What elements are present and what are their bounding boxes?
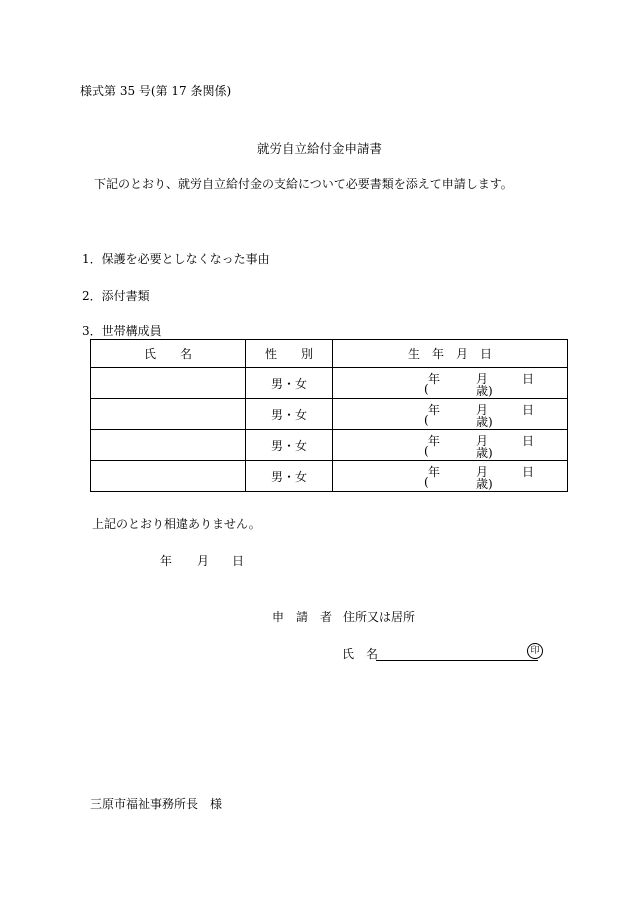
page-title: 就労自立給付金申請書	[257, 141, 383, 156]
seal-mark: 印	[527, 643, 543, 659]
name-cell[interactable]	[91, 461, 246, 492]
date-year-label: 年	[160, 554, 173, 568]
name-cell[interactable]	[91, 430, 246, 461]
table-row	[91, 430, 568, 461]
dob-month-label: 月	[476, 372, 489, 386]
table-row	[91, 368, 568, 399]
age-label: 歳)	[476, 384, 493, 398]
sex-cell[interactable]	[246, 430, 333, 461]
sex-cell[interactable]	[246, 399, 333, 430]
age-label: 歳)	[476, 477, 493, 491]
name-cell[interactable]	[91, 399, 246, 430]
dob-month-label: 月	[476, 403, 489, 417]
dob-cell[interactable]	[333, 399, 568, 430]
table-header-row	[91, 340, 568, 368]
dob-year-label: 年	[428, 434, 441, 448]
date-month-label: 月	[197, 554, 210, 568]
item-3-text: 世帯構成員	[101, 324, 162, 338]
age-label: 歳)	[476, 415, 493, 429]
sex-male[interactable]: 男	[270, 438, 283, 453]
dob-cell[interactable]	[333, 461, 568, 492]
applicant-label: 申 請 者	[272, 610, 333, 624]
age-label: 歳)	[476, 446, 493, 460]
sex-female[interactable]: 女	[295, 407, 308, 422]
sex-separator: ・	[282, 438, 295, 453]
item-1-text: 保護を必要としなくなった事由	[101, 252, 270, 266]
sex-cell[interactable]	[246, 461, 333, 492]
sex-male[interactable]: 男	[270, 376, 283, 391]
dob-year-label: 年	[428, 403, 441, 417]
dob-month-label: 月	[476, 434, 489, 448]
item-2-text: 添付書類	[101, 289, 150, 303]
item-3-number: 3．	[82, 324, 102, 338]
form-number: 様式第 35 号(第 17 条関係)	[80, 84, 232, 98]
addressee: 三原市福祉事務所長 様	[90, 797, 223, 811]
item-1	[82, 250, 270, 267]
sex-male[interactable]: 男	[270, 469, 283, 484]
age-paren: (	[424, 382, 429, 396]
sex-female[interactable]: 女	[295, 376, 308, 391]
sex-female[interactable]: 女	[295, 469, 308, 484]
date-day-label: 日	[232, 554, 245, 568]
item-3	[82, 322, 162, 339]
age-paren: (	[424, 475, 429, 489]
sex-cell[interactable]	[246, 368, 333, 399]
table-row	[91, 399, 568, 430]
table-row	[91, 461, 568, 492]
intro-text: 下記のとおり、就労自立給付金の支給について必要書類を添えて申請します。	[94, 177, 513, 191]
dob-day-label: 日	[522, 465, 535, 479]
age-paren: (	[424, 444, 429, 458]
header-name: 氏 名	[91, 340, 246, 368]
declaration: 上記のとおり相違ありません。	[92, 517, 261, 531]
household-members-table	[90, 339, 568, 492]
dob-day-label: 日	[522, 403, 535, 417]
header-dob: 生 年 月 日	[333, 340, 568, 368]
sex-separator: ・	[282, 407, 295, 422]
address-label: 住所又は居所	[343, 610, 416, 624]
name-label: 氏 名	[342, 647, 379, 661]
dob-month-label: 月	[476, 465, 489, 479]
age-paren: (	[424, 413, 429, 427]
dob-year-label: 年	[428, 465, 441, 479]
item-1-number: 1．	[82, 252, 102, 266]
dob-day-label: 日	[522, 434, 535, 448]
item-2-number: 2．	[82, 289, 102, 303]
dob-cell[interactable]	[333, 430, 568, 461]
sex-female[interactable]: 女	[295, 438, 308, 453]
header-sex: 性 別	[246, 340, 333, 368]
item-2	[82, 287, 150, 304]
name-cell[interactable]	[91, 368, 246, 399]
name-signature-line[interactable]	[376, 660, 538, 661]
dob-cell[interactable]	[333, 368, 568, 399]
dob-day-label: 日	[522, 372, 535, 386]
sex-male[interactable]: 男	[270, 407, 283, 422]
sex-separator: ・	[282, 376, 295, 391]
sex-separator: ・	[282, 469, 295, 484]
dob-year-label: 年	[428, 372, 441, 386]
